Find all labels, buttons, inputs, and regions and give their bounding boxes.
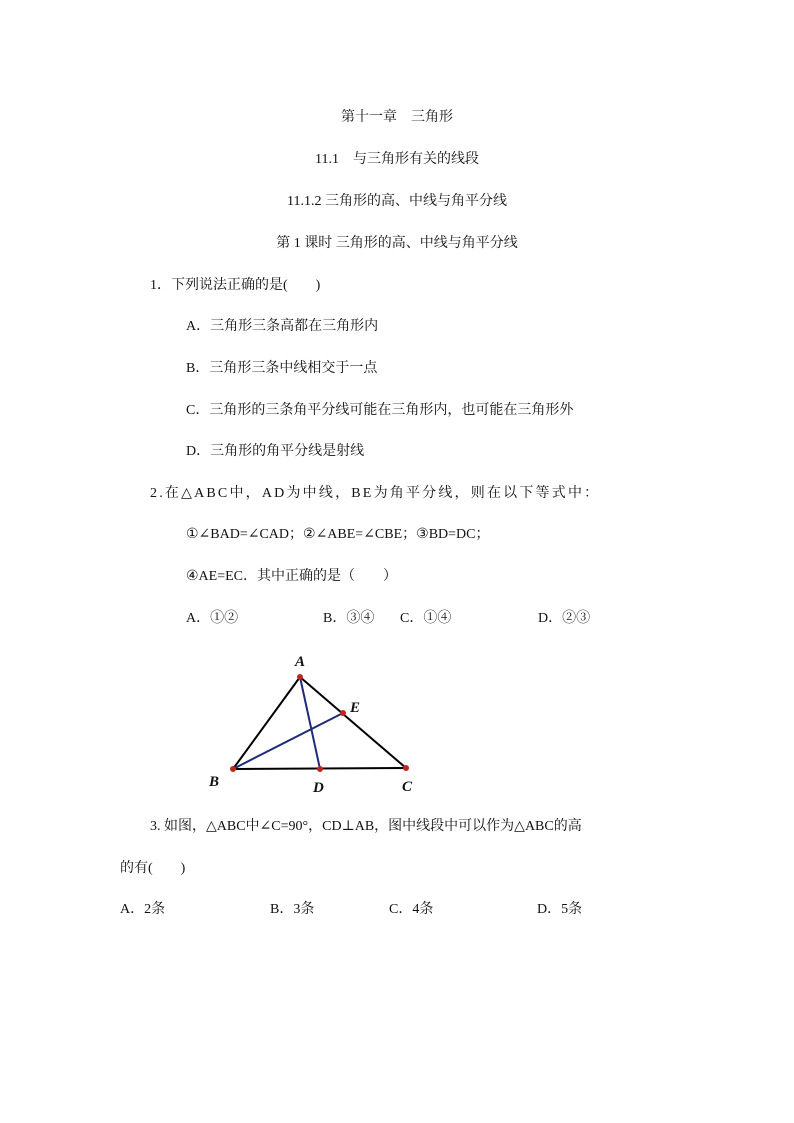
chapter-title: 第十一章 三角形 <box>341 110 453 125</box>
point-e <box>340 710 346 716</box>
label-a: A <box>295 654 306 670</box>
question-1-stem: 1．下列说法正确的是( ) <box>150 278 321 293</box>
subsection-title: 11.1.2 三角形的高、中线与角平分线 <box>287 194 507 209</box>
question-2-option-a: A．①② <box>186 611 239 626</box>
question-2-prompt-line: ④AE=EC．其中正确的是（ ） <box>186 569 397 584</box>
question-2-statements-line: ①∠BAD=∠CAD；②∠ABE=∠CBE；③BD=DC； <box>186 527 490 542</box>
question-3-stem: 3. 如图，△ABC中∠C=90°，CD⊥AB，图中线段中可以作为△ABC的高 <box>150 819 582 834</box>
question-3-option-b: B．3条 <box>270 902 315 917</box>
triangle-figure <box>195 645 435 805</box>
question-3-option-c: C．4条 <box>389 902 434 917</box>
question-3-option-a: A．2条 <box>120 902 166 917</box>
question-2-option-b: B．③④ <box>323 611 375 626</box>
question-1-option-d: D．三角形的角平分线是射线 <box>186 444 365 459</box>
section-title: 11.1 与三角形有关的线段 <box>315 152 479 167</box>
question-2-stem: 2.在△ABC中，AD为中线，BE为角平分线，则在以下等式中： <box>150 486 601 501</box>
question-3-stem-continued: 的有( ) <box>120 861 186 876</box>
lesson-title: 第 1 课时 三角形的高、中线与角平分线 <box>276 236 518 251</box>
bisector-be <box>233 713 343 769</box>
label-e: E <box>350 700 361 716</box>
point-c <box>403 765 409 771</box>
question-3-option-d: D．5条 <box>537 902 583 917</box>
point-b <box>230 766 236 772</box>
question-1-option-a: A．三角形三条高都在三角形内 <box>186 319 379 334</box>
label-b: B <box>209 774 220 790</box>
label-c: C <box>402 779 413 795</box>
point-d <box>317 766 323 772</box>
question-1-option-c: C．三角形的三条角平分线可能在三角形内，也可能在三角形外 <box>186 403 574 418</box>
point-a <box>297 674 303 680</box>
question-1-option-b: B．三角形三条中线相交于一点 <box>186 361 378 376</box>
question-2-option-c: C．①④ <box>400 611 452 626</box>
side-ab <box>233 677 300 769</box>
question-2-option-d: D．②③ <box>538 611 591 626</box>
label-d: D <box>313 780 324 796</box>
